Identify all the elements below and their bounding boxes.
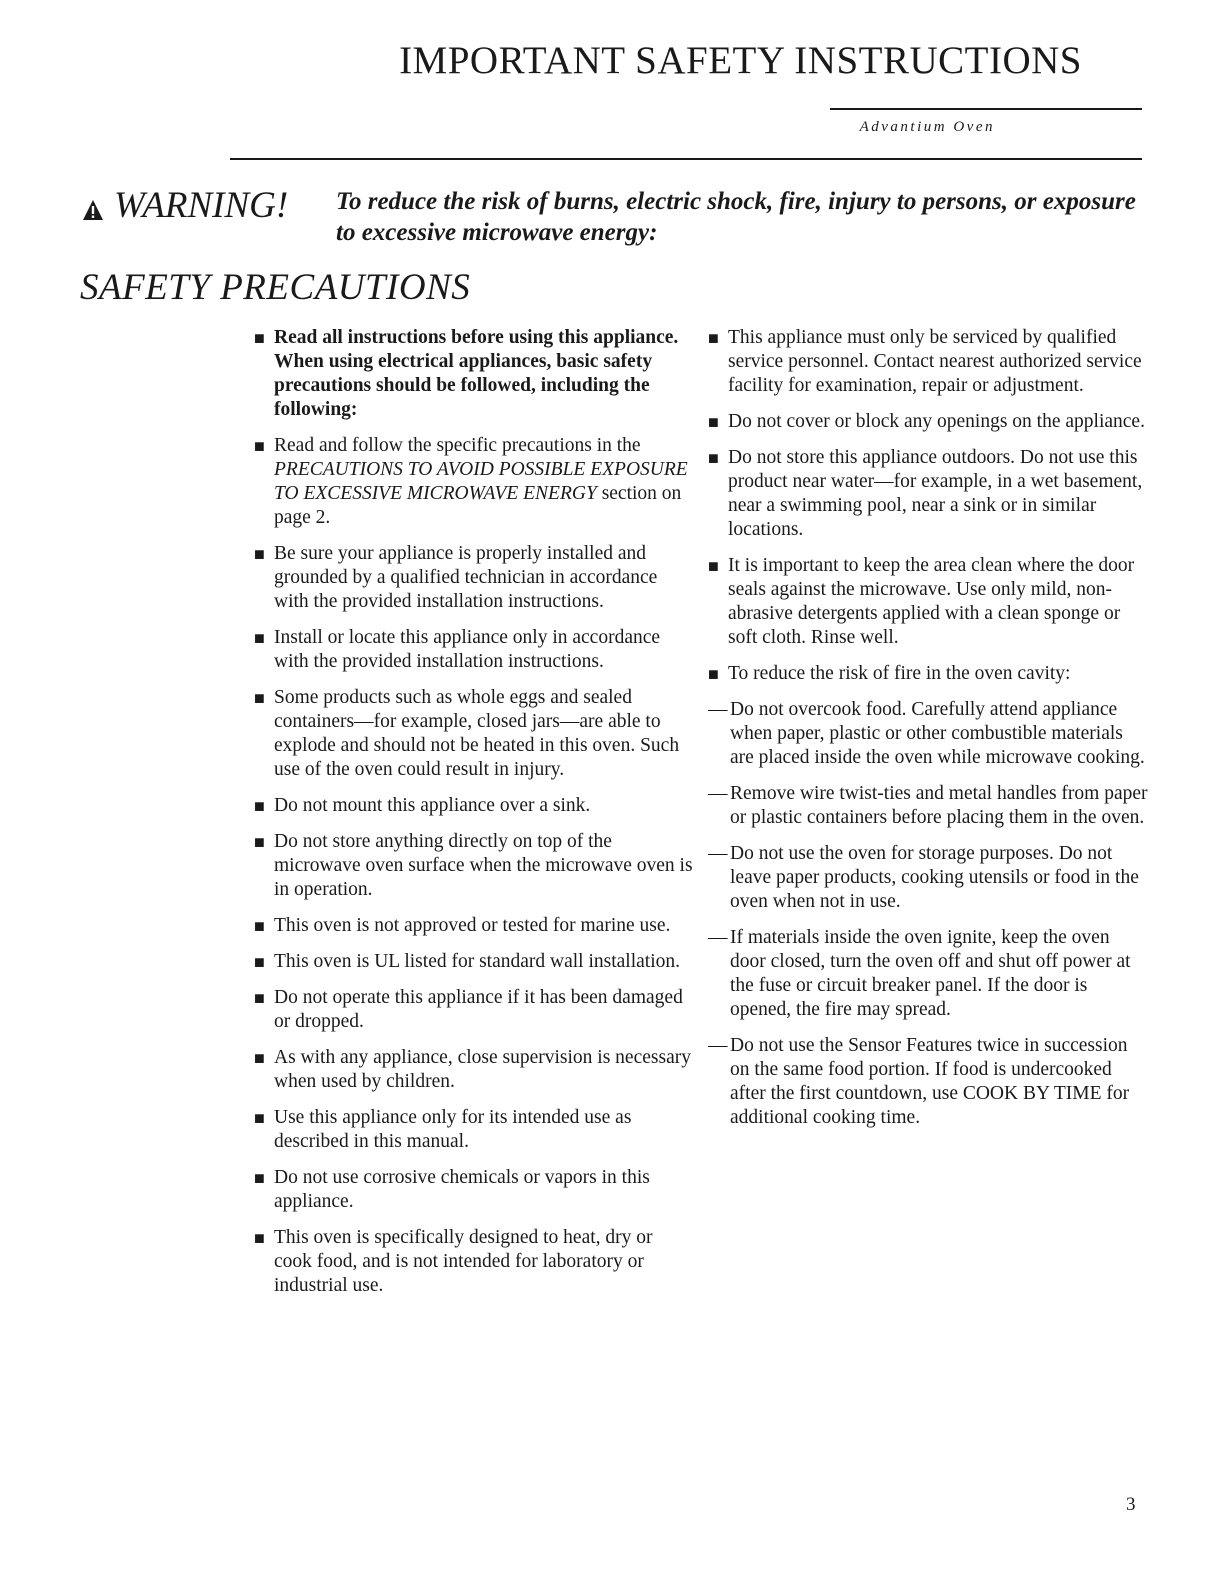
list-item-text: Some products such as whole eggs and sealed containers—for example, closed jars—are able to explode and should not be heated in this oven. Such use of the oven could result in injury.: [274, 687, 680, 780]
list-item-text: Do not cover or block any openings on the appliance.: [728, 411, 1145, 432]
bullet-icon: ■: [708, 448, 719, 468]
bullet-icon: ■: [254, 952, 265, 972]
header-rule-long: [230, 158, 1142, 160]
list-item: [254, 686, 694, 782]
sub-item: [708, 842, 1148, 914]
list-item-text: [274, 434, 694, 530]
bullet-icon: ■: [708, 412, 719, 432]
page-title: IMPORTANT SAFETY INSTRUCTIONS: [399, 39, 1082, 82]
bullet-icon: ■: [708, 556, 719, 576]
page-number: 3: [1126, 1494, 1136, 1515]
dash-marker: —: [708, 843, 728, 864]
sub-item-text: Do not use the Sensor Features twice in succession on the same food portion. If food is undercooked after the first countdown, use COOK BY TIME for additional cooking time.: [730, 1035, 1130, 1128]
list-item: [254, 1106, 694, 1154]
list-item: [254, 830, 694, 902]
list-item-text: It is important to keep the area clean where the door seals against the microwave. Use only mild, non-abrasive detergents applied with a clean sponge or soft cloth. Rinse well.: [728, 555, 1135, 648]
left-column: [254, 326, 694, 1310]
list-item: [254, 326, 694, 422]
dash-marker: —: [708, 927, 728, 948]
list-item: [254, 1226, 694, 1298]
list-item-text: As with any appliance, close supervision is necessary when used by children.: [274, 1047, 691, 1092]
list-item: [254, 1166, 694, 1214]
bullet-icon: ■: [708, 328, 719, 348]
list-item-text: To reduce the risk of fire in the oven cavity:: [728, 663, 1071, 684]
list-item-text: Do not store anything directly on top of the microwave oven surface when the microwave oven is in operation.: [274, 831, 693, 900]
list-item-text: Do not store this appliance outdoors. Do not use this product near water—for example, in a wet basement, near a swimming pool, near a sink or in similar locations.: [728, 447, 1143, 540]
bullet-icon: ■: [254, 628, 265, 648]
list-item: [254, 542, 694, 614]
list-item-text: Install or locate this appliance only in accordance with the provided installation instructions.: [274, 627, 661, 672]
bullet-icon: ■: [254, 688, 265, 708]
list-item: [254, 914, 694, 938]
list-item: [708, 326, 1148, 398]
section-heading: SAFETY PRECAUTIONS: [80, 267, 471, 308]
list-item-text: Use this appliance only for its intended use as described in this manual.: [274, 1107, 632, 1152]
sub-item: [708, 698, 1148, 770]
warning-word: WARNING!: [114, 185, 289, 226]
text-run: section on page 2.: [274, 483, 682, 528]
list-item: [254, 626, 694, 674]
bullet-icon: ■: [708, 664, 719, 684]
sub-item: [708, 1034, 1148, 1130]
list-item: [254, 434, 694, 530]
list-item-text: Read all instructions before using this appliance. When using electrical appliances, basic safety precautions should be followed, including the following:: [274, 327, 679, 420]
sub-item-text: Do not use the oven for storage purposes. Do not leave paper products, cooking utensils or food in the oven when not in use.: [730, 843, 1139, 912]
list-item: [254, 950, 694, 974]
sub-item-text: Remove wire twist-ties and metal handles from paper or plastic containers before placing them in the oven.: [730, 783, 1148, 828]
bullet-icon: ■: [254, 796, 265, 816]
product-subtitle: Advantium Oven: [859, 119, 995, 135]
dash-marker: —: [708, 783, 728, 804]
bullet-icon: ■: [254, 328, 265, 348]
bullet-icon: ■: [254, 436, 265, 456]
list-item: [708, 554, 1148, 650]
warning-label: [82, 184, 288, 227]
list-item: [708, 410, 1148, 434]
list-item-text: This oven is specifically designed to heat, dry or cook food, and is not intended for laboratory or industrial use.: [274, 1227, 653, 1296]
list-item: [708, 446, 1148, 542]
bullet-icon: ■: [254, 544, 265, 564]
right-column: [708, 326, 1148, 1142]
sub-item-text: If materials inside the oven ignite, keep the oven door closed, turn the oven off and shut off power at the fuse or circuit breaker panel. If the door is opened, the fire may spread.: [730, 927, 1131, 1020]
header-rule-short: [830, 108, 1142, 110]
bullet-icon: ■: [254, 1108, 265, 1128]
list-item-text: Do not mount this appliance over a sink.: [274, 795, 591, 816]
list-item-text: Do not operate this appliance if it has been damaged or dropped.: [274, 987, 683, 1032]
list-item-text: This appliance must only be serviced by qualified service personnel. Contact nearest authorized service facility for examination, repair or adjustment.: [728, 327, 1142, 396]
warning-text: To reduce the risk of burns, electric shock, fire, injury to persons, or exposure to excessive microwave energy:: [336, 188, 1136, 246]
bullet-icon: ■: [254, 1228, 265, 1248]
dash-marker: —: [708, 699, 728, 720]
bullet-icon: ■: [254, 1048, 265, 1068]
list-item: [254, 794, 694, 818]
sub-item: [708, 926, 1148, 1022]
bullet-icon: ■: [254, 1168, 265, 1188]
dash-marker: —: [708, 1035, 728, 1056]
text-run: Read and follow the specific precautions in the: [274, 435, 641, 456]
list-item: [708, 662, 1148, 686]
bullet-icon: ■: [254, 916, 265, 936]
list-item-text: Do not use corrosive chemicals or vapors in this appliance.: [274, 1167, 650, 1212]
section-reference: PRECAUTIONS TO AVOID POSSIBLE EXPOSURE TO EXCESSIVE MICROWAVE ENERGY: [274, 459, 688, 504]
bullet-icon: ■: [254, 832, 265, 852]
warning-triangle-icon: [82, 199, 104, 221]
sub-item-text: Do not overcook food. Carefully attend appliance when paper, plastic or other combustible materials are placed inside the oven while microwave cooking.: [730, 699, 1145, 768]
list-item: [254, 986, 694, 1034]
list-item-text: Be sure your appliance is properly installed and grounded by a qualified technician in accordance with the provided installation instructions.: [274, 543, 658, 612]
list-item: [254, 1046, 694, 1094]
list-item-text: This oven is UL listed for standard wall installation.: [274, 951, 680, 972]
sub-item: [708, 782, 1148, 830]
bullet-icon: ■: [254, 988, 265, 1008]
list-item-text: This oven is not approved or tested for marine use.: [274, 915, 671, 936]
